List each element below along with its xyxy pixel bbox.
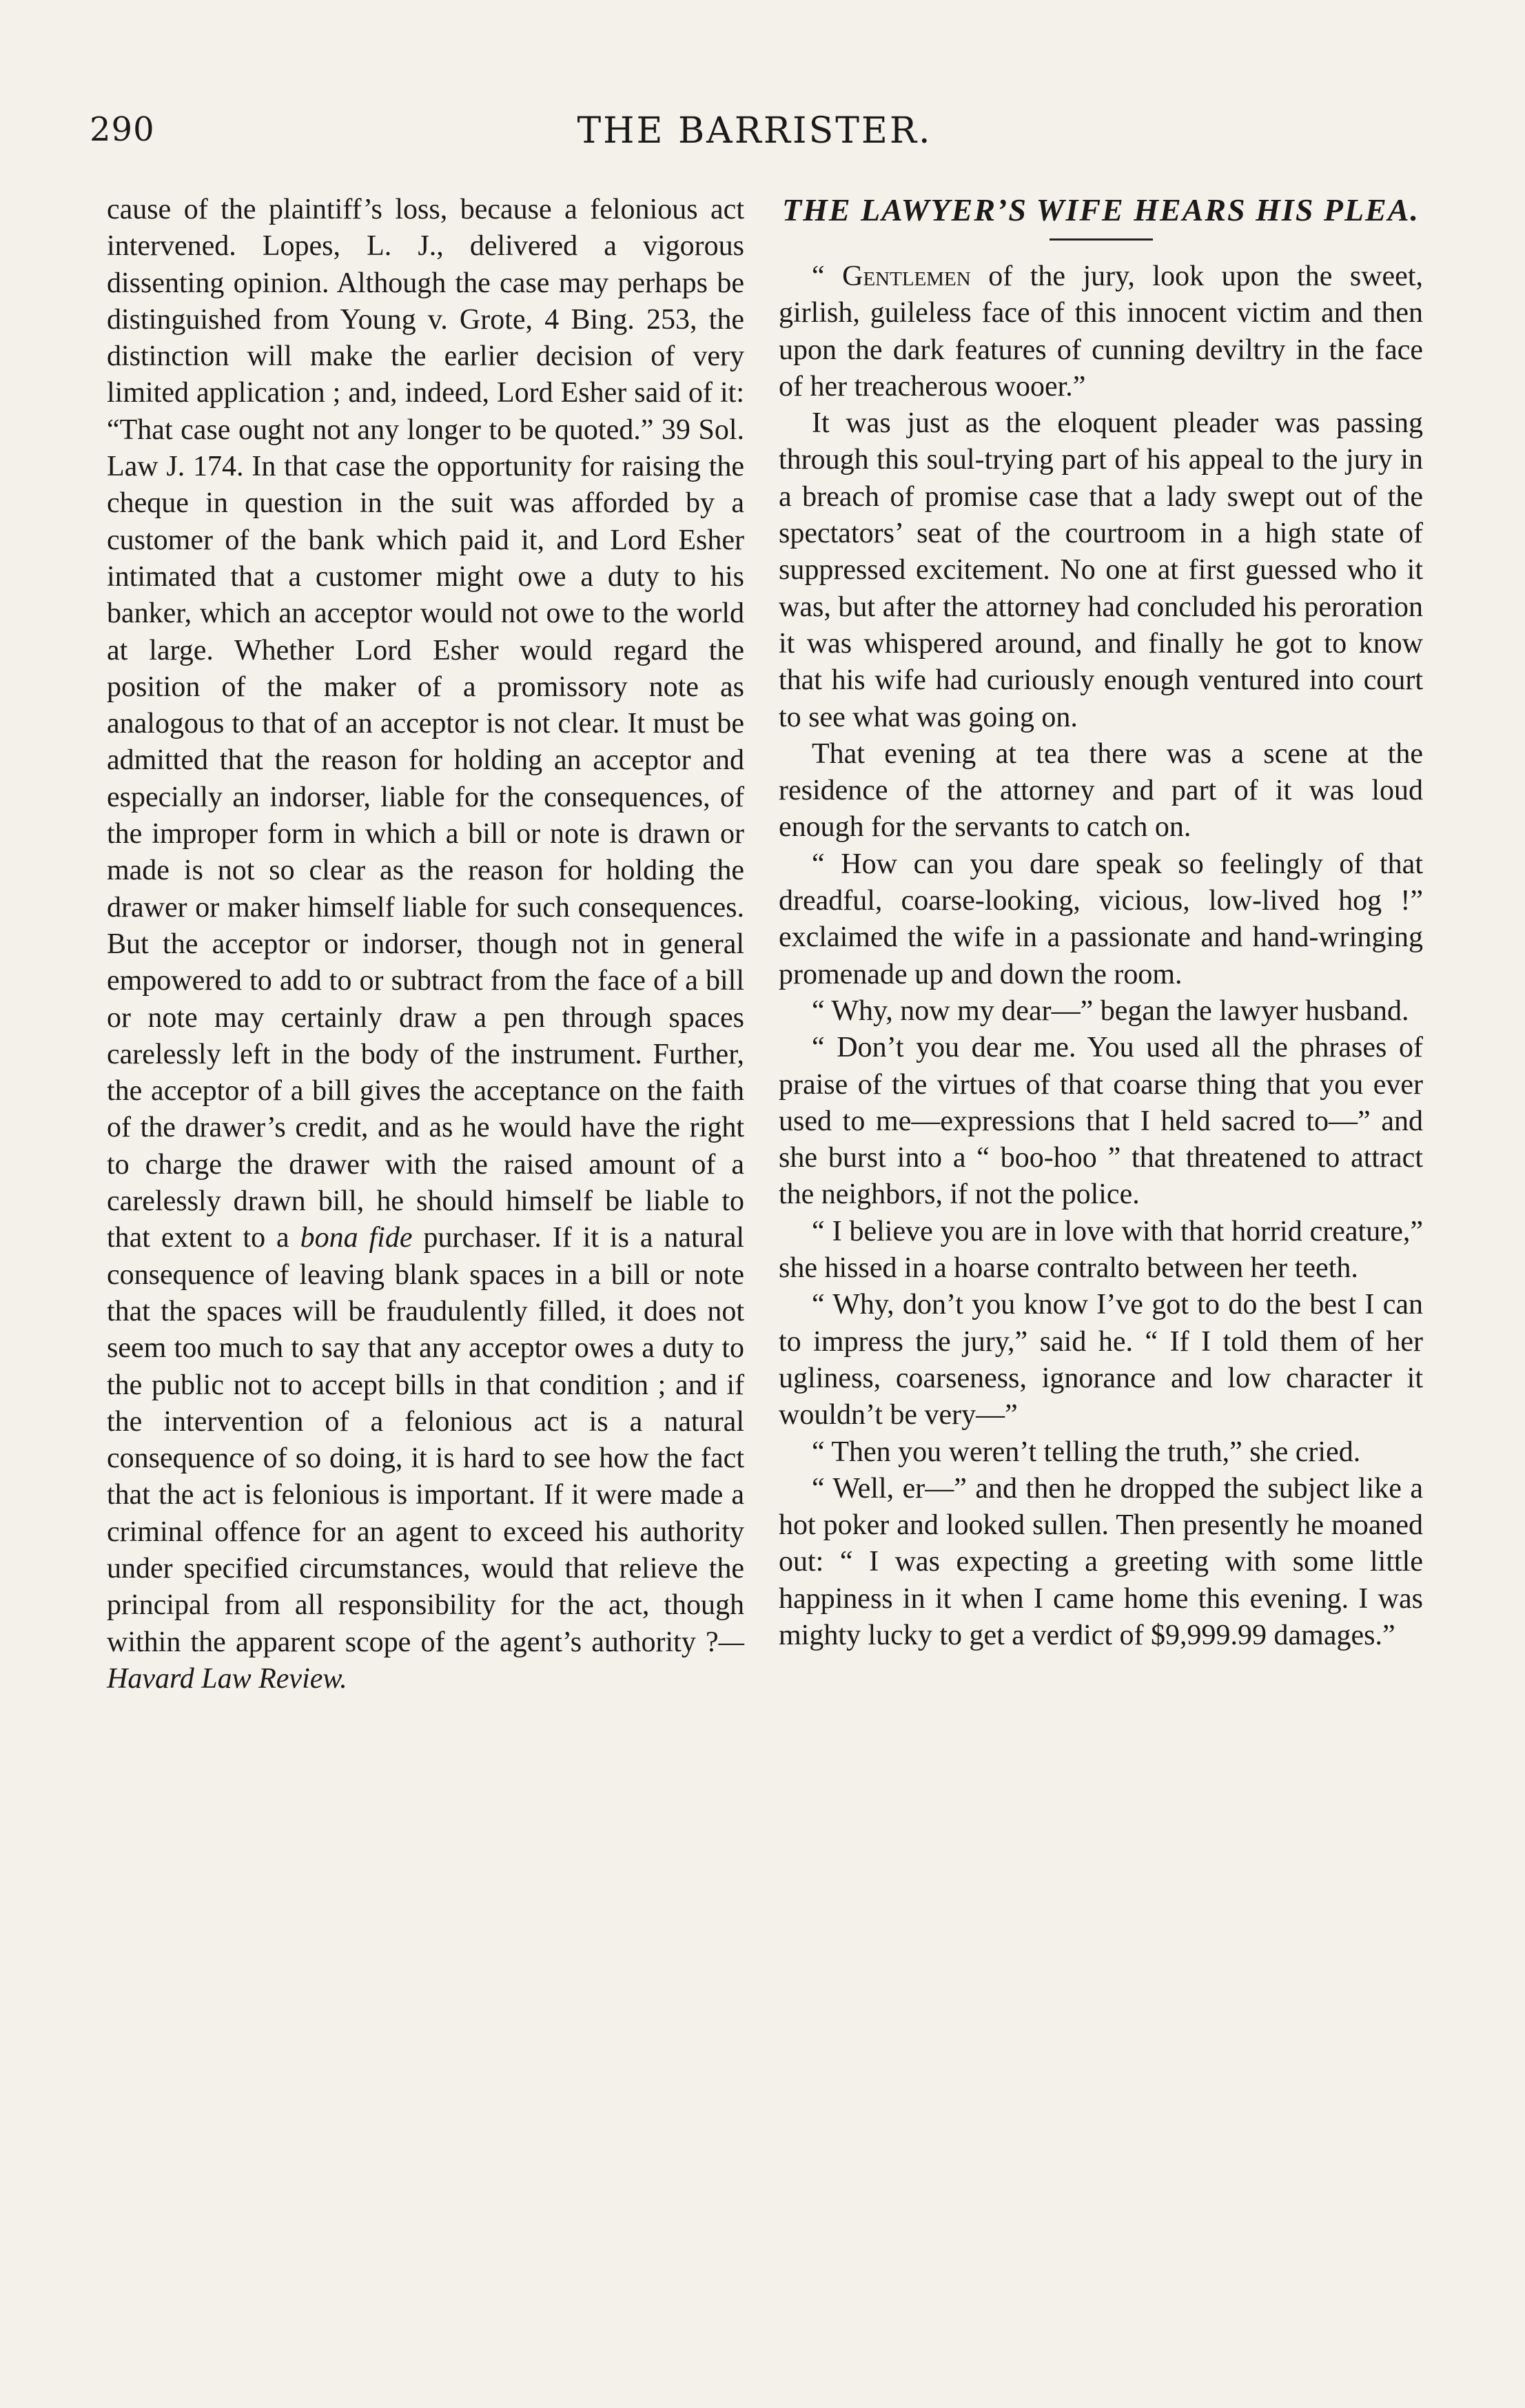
story-paragraph: “ Then you weren’t telling the truth,” she cried. bbox=[812, 1436, 1361, 1468]
story-paragraph: “ Why, now my dear—” began the lawyer husband. bbox=[812, 994, 1409, 1027]
article-title: THE LAWYER’S WIFE HEARS HIS PLEA. bbox=[782, 192, 1420, 227]
story-paragraph: “ How can you dare speak so feelingly of that dreadful, coarse-looking, vicious, low-lived hog !” exclaimed the wife in a passionate and hand-wringing promenade up and down the room. bbox=[779, 848, 1423, 990]
body-text: cause of the plaintiff’s loss, because a felonious act intervened. Lopes, L. J., delivered a vigorous dissenting opinion. Although the case may perhaps be distinguished from Young v. Grote, 4 Bing. 253, the distinction will make the earlier decision of very limited application ; and, indeed, Lord Esher said of it: “That case ought not any longer to be quoted.” 39 Sol. Law J. 174. In that case the opportunity for raising the cheque in question in the suit was afforded by a customer of the bank which paid it, and Lord Esher intimated that a customer might owe a duty to his banker, which an acceptor would not owe to the world at large. Whether Lord Esher would regard the position of the maker of a promissory note as analogous to that of an acceptor is not clear. It must be admitted that the reason for holding an acceptor and especially an indorser, liable for the consequences, of the improper form in which a bill or note is drawn or made is not so clear as the reason for holding the drawer or maker himself liable for such consequences. But the acceptor or indorser, though not in general empowered to add to or subtract from the face of a bill or note may certainly draw a pen through spaces carelessly left in the body of the instrument. Further, the acceptor of a bill gives the acceptance on the faith of the drawer’s credit, and as he would have the right to charge the drawer with the raised amount of a carelessly drawn bill, he should himself be liable to that extent to a bbox=[107, 194, 744, 1254]
story-paragraph: “ Well, er—” and then he dropped the subject like a hot poker and looked sullen. Then presently he moaned out: “ I was expecting a greeting with some little happiness in it when I came home this evening. I was mighty lucky to get a verdict of $9,999.99 damages.” bbox=[779, 1472, 1423, 1651]
body-text: purchaser. If it is a natural consequence of leaving blank spaces in a bill or note that the spaces will be fraudulently filled, it does not seem too much to say that any acceptor owes a duty to the public not to accept bills in that condition ; and if the intervention of a felonious act is a natural consequence of so doing, it is hard to see how the fact that the act is felonious is important. If it were made a criminal offence for an agent to exceed his authority under specified circumstances, would that relieve the principal from all responsibility for the act, though within the apparent scope of the agent’s authority ? bbox=[107, 1222, 745, 1658]
page-header bbox=[90, 110, 1420, 165]
story-paragraph: That evening at tea there was a scene at the residence of the attorney and part of it was loud enough for the servants to catch on. bbox=[779, 737, 1423, 844]
left-column bbox=[107, 192, 744, 1697]
story-paragraph: “ Why, don’t you know I’ve got to do the best I can to impress the jury,” said he. “ If I told them of her ugliness, coarseness, ignorance and low character it wouldn’t be very—” bbox=[779, 1289, 1423, 1431]
italic-phrase: bona fide bbox=[300, 1222, 413, 1254]
story-paragraph: It was just as the eloquent pleader was passing through this soul-trying part of his appeal to the jury in a breach of promise case that a lady swept out of the spectators’ seat of the courtroom in a high state of suppressed excitement. No one at first guessed who it was, but after the attorney had concluded his peroration it was whispered around, and finally he got to know that his wife had curiously enough ventured into court to see what was going on. bbox=[779, 407, 1423, 733]
right-column bbox=[779, 192, 1423, 1654]
story-paragraph: “ Don’t you dear me. You used all the phrases of praise of the virtues of that coarse thing that you ever used to me—expressions that I held sacred to—” and she burst into a “ boo-hoo ” that threatened to attract the neighbors, if not the police. bbox=[779, 1032, 1423, 1211]
story-paragraph: “ Gentlemen of the jury, look upon the sweet, girlish, guileless face of this innocent victim and then upon the dark features of cunning deviltry in the face of her treacherous wooer.” bbox=[779, 261, 1423, 402]
running-head: THE BARRISTER. bbox=[577, 110, 932, 152]
title-rule bbox=[1050, 238, 1153, 241]
lead-word: “ Gentlemen bbox=[812, 261, 971, 292]
article-body-paragraph bbox=[107, 192, 744, 1697]
page-number: 290 bbox=[90, 110, 155, 149]
story-paragraph: “ I believe you are in love with that horrid creature,” she hissed in a hoarse contralto between her teeth. bbox=[779, 1215, 1423, 1285]
source-citation: —Havard Law Review. bbox=[107, 1626, 744, 1695]
